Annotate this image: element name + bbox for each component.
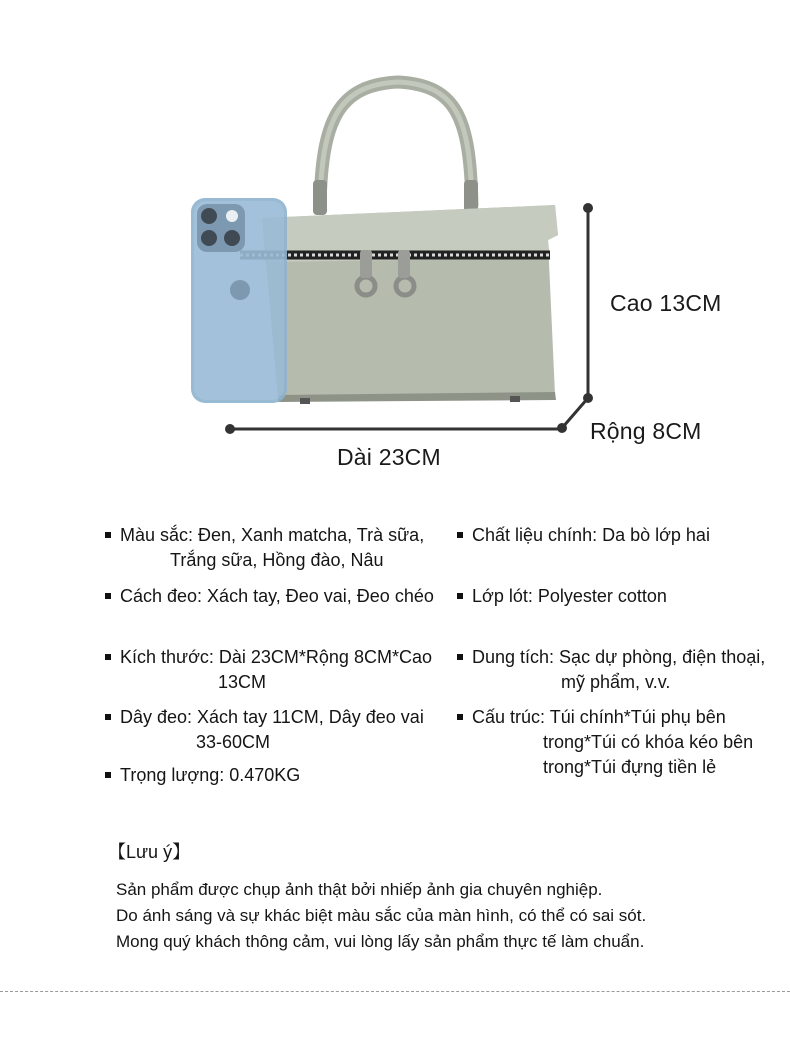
bullet-icon xyxy=(457,532,463,538)
width-label: Rộng 8CM xyxy=(590,418,702,444)
bullet-icon xyxy=(105,654,111,660)
note-line: Mong quý khách thông cảm, vui lòng lấy sản phẩm thực tế làm chuẩn. xyxy=(116,932,645,951)
bullet-icon xyxy=(457,654,463,660)
spec-material: Chất liệu chính: Da bò lớp hai xyxy=(472,523,710,548)
bullet-icon xyxy=(105,772,111,778)
bullet-icon xyxy=(105,532,111,538)
spec-carry: Cách đeo: Xách tay, Đeo vai, Đeo chéo xyxy=(120,584,434,609)
bullet-icon xyxy=(457,714,463,720)
spec-lining: Lớp lót: Polyester cotton xyxy=(472,584,667,609)
length-label: Dài 23CM xyxy=(337,444,441,470)
bullet-icon xyxy=(457,593,463,599)
phone-illustration xyxy=(191,198,287,403)
spec-structure: Cấu trúc: Túi chính*Túi phụ bên trong*Túi có khóa kéo bên trong*Túi đựng tiền lẻ xyxy=(472,705,753,780)
divider xyxy=(0,991,790,992)
spec-strap: Dây đeo: Xách tay 11CM, Dây đeo vai 33-60CM xyxy=(120,705,424,755)
spec-color: Màu sắc: Đen, Xanh matcha, Trà sữa, Trắng sữa, Hồng đào, Nâu xyxy=(120,523,424,573)
product-illustration xyxy=(0,0,790,480)
spec-size: Kích thước: Dài 23CM*Rộng 8CM*Cao 13CM xyxy=(120,645,432,695)
note-title: 【Lưu ý】 xyxy=(108,842,191,862)
bullet-icon xyxy=(105,593,111,599)
bullet-icon xyxy=(105,714,111,720)
spec-capacity: Dung tích: Sạc dự phòng, điện thoại, mỹ phẩm, v.v. xyxy=(472,645,765,695)
note-line: Sản phẩm được chụp ảnh thật bởi nhiếp ảnh gia chuyên nghiệp. xyxy=(116,880,603,899)
height-label: Cao 13CM xyxy=(610,290,722,316)
spec-weight: Trọng lượng: 0.470KG xyxy=(120,763,300,788)
note-line: Do ánh sáng và sự khác biệt màu sắc của màn hình, có thể có sai sót. xyxy=(116,906,647,925)
